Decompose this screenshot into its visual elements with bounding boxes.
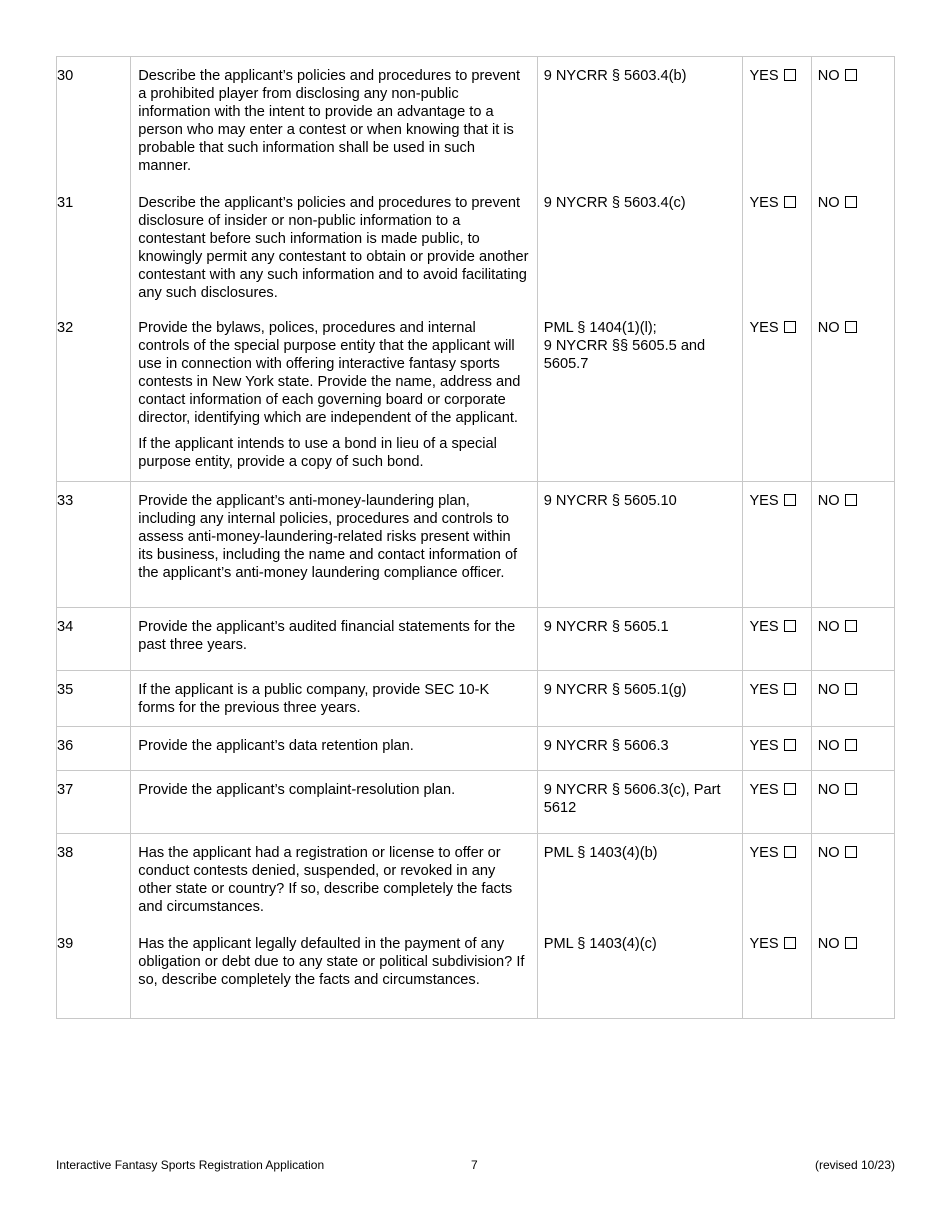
regulation-reference: 9 NYCRR § 5605.1 (543, 619, 669, 635)
item-description: Describe the applicant’s policies and procedures to prevent a prohibited player from disclosing any non-public information with the intent to provide an advantage to a person who may enter a contest or when knowing that it is probable that such information shall be used in such manner. (138, 68, 521, 174)
item-number: 33 (57, 493, 74, 509)
regulation-reference: 9 NYCRR § 5605.1(g) (543, 682, 687, 698)
no-checkbox[interactable] (845, 69, 857, 81)
no-checkbox[interactable] (845, 783, 857, 795)
yes-label: YES (749, 845, 779, 861)
table-row (57, 482, 895, 608)
table-cell-yes (743, 608, 811, 671)
item-number: 31 (57, 195, 74, 211)
no-label: NO (817, 845, 840, 861)
no-checkbox[interactable] (845, 321, 857, 333)
table-row (57, 57, 895, 482)
table-cell-num (57, 727, 131, 771)
table-cell-no (811, 671, 894, 727)
item-number: 37 (57, 782, 74, 798)
regulation-reference: PML § 1403(4)(c) (543, 936, 657, 952)
table-cell-ref (537, 57, 743, 482)
table-cell-yes (743, 834, 811, 1019)
yes-checkbox[interactable] (784, 783, 796, 795)
table-cell-desc (131, 608, 537, 671)
no-label: NO (817, 493, 840, 509)
table-cell-yes (743, 727, 811, 771)
table-cell-num (57, 671, 131, 727)
yes-checkbox[interactable] (784, 321, 796, 333)
regulation-reference: PML § 1404(1)(l); 9 NYCRR §§ 5605.5 and 5605.7 (543, 320, 706, 372)
regulation-reference: 9 NYCRR § 5603.4(b) (543, 68, 687, 84)
table-row (57, 727, 895, 771)
yes-label: YES (749, 738, 779, 754)
item-description: Provide the applicant’s complaint-resolution plan. (138, 782, 456, 798)
table-cell-num (57, 834, 131, 1019)
yes-label: YES (749, 493, 779, 509)
table-row (57, 671, 895, 727)
table-cell-yes (743, 771, 811, 834)
table-cell-num (57, 608, 131, 671)
table-cell-ref (537, 834, 743, 1019)
yes-checkbox[interactable] (784, 494, 796, 506)
table-cell-no (811, 771, 894, 834)
item-number: 39 (57, 936, 74, 952)
no-label: NO (817, 320, 840, 336)
table-cell-yes (743, 482, 811, 608)
yes-checkbox[interactable] (784, 69, 796, 81)
no-checkbox[interactable] (845, 846, 857, 858)
table-cell-desc (131, 57, 537, 482)
item-number: 34 (57, 619, 74, 635)
table-cell-ref (537, 771, 743, 834)
table-cell-ref (537, 608, 743, 671)
no-label: NO (817, 619, 840, 635)
no-label: NO (817, 68, 840, 84)
table-cell-ref (537, 671, 743, 727)
table-cell-desc (131, 671, 537, 727)
table-cell-no (811, 608, 894, 671)
regulation-reference: 9 NYCRR § 5606.3(c), Part 5612 (543, 782, 721, 816)
no-label: NO (817, 738, 840, 754)
item-description: Provide the applicant’s audited financial statements for the past three years. (138, 619, 516, 653)
yes-checkbox[interactable] (784, 620, 796, 632)
item-number: 32 (57, 320, 74, 336)
no-checkbox[interactable] (845, 196, 857, 208)
yes-label: YES (749, 682, 779, 698)
no-checkbox[interactable] (845, 937, 857, 949)
table-row (57, 771, 895, 834)
no-checkbox[interactable] (845, 739, 857, 751)
regulation-reference: 9 NYCRR § 5605.10 (543, 493, 677, 509)
yes-checkbox[interactable] (784, 196, 796, 208)
yes-label: YES (749, 936, 779, 952)
yes-label: YES (749, 195, 779, 211)
requirements-table (56, 56, 895, 1019)
table-cell-desc (131, 834, 537, 1019)
item-description: Provide the applicant’s anti-money-laundering plan, including any internal policies, procedures and controls to assess anti-money-laundering-related risks present within its business, including the name and contact information of the applicant’s anti-money laundering compliance officer. (138, 493, 518, 581)
yes-checkbox[interactable] (784, 846, 796, 858)
yes-checkbox[interactable] (784, 937, 796, 949)
item-description: Provide the applicant’s data retention plan. (138, 738, 414, 754)
yes-checkbox[interactable] (784, 739, 796, 751)
yes-label: YES (749, 68, 779, 84)
table-cell-yes (743, 57, 811, 482)
item-number: 35 (57, 682, 74, 698)
item-number: 36 (57, 738, 74, 754)
item-description: If the applicant intends to use a bond in lieu of a special purpose entity, provide a copy of such bond. (138, 436, 497, 471)
table-cell-no (811, 57, 894, 482)
table-row (57, 608, 895, 671)
table-cell-ref (537, 727, 743, 771)
item-number: 38 (57, 845, 74, 861)
table-cell-num (57, 482, 131, 608)
yes-checkbox[interactable] (784, 683, 796, 695)
table-cell-desc (131, 482, 537, 608)
no-label: NO (817, 682, 840, 698)
regulation-reference: 9 NYCRR § 5606.3 (543, 738, 669, 754)
item-description: Provide the bylaws, polices, procedures and internal controls of the special purpose entity that the applicant will use in connection with offering interactive fantasy sports contests in New York state. Provide the name, address and contact information of each governing board or corporate director, identifying which are independent of the applicant. (138, 320, 521, 426)
no-label: NO (817, 195, 840, 211)
item-description: Has the applicant had a registration or license to offer or conduct contests denied, suspended, or revoked in any other state or country? If so, describe completely the facts and circumstances. (138, 845, 513, 915)
regulation-reference: 9 NYCRR § 5603.4(c) (543, 195, 686, 211)
no-checkbox[interactable] (845, 620, 857, 632)
footer-revision: (revised 10/23) (814, 1158, 895, 1172)
table-row (57, 834, 895, 1019)
no-checkbox[interactable] (845, 494, 857, 506)
footer-document-title: Interactive Fantasy Sports Registration Application (56, 1158, 325, 1172)
no-label: NO (817, 782, 840, 798)
item-number: 30 (57, 68, 74, 84)
no-checkbox[interactable] (845, 683, 857, 695)
table-cell-desc (131, 727, 537, 771)
page-footer (56, 1158, 895, 1174)
footer-page-number: 7 (471, 1158, 478, 1172)
item-description: Has the applicant legally defaulted in the payment of any obligation or debt due to any state or political subdivision? If so, describe completely the facts and circumstances. (138, 936, 525, 988)
table-cell-no (811, 727, 894, 771)
table-cell-no (811, 834, 894, 1019)
regulation-reference: PML § 1403(4)(b) (543, 845, 658, 861)
table-cell-desc (131, 771, 537, 834)
yes-label: YES (749, 782, 779, 798)
no-label: NO (817, 936, 840, 952)
yes-label: YES (749, 619, 779, 635)
table-cell-num (57, 771, 131, 834)
table-cell-num (57, 57, 131, 482)
table-cell-ref (537, 482, 743, 608)
yes-label: YES (749, 320, 779, 336)
item-description: If the applicant is a public company, provide SEC 10-K forms for the previous three years. (138, 682, 490, 716)
table-cell-yes (743, 671, 811, 727)
table-cell-no (811, 482, 894, 608)
item-description: Describe the applicant’s policies and procedures to prevent disclosure of insider or non-public information to a contestant before such information is made public, to knowingly permit any contestant to obtain or provide another contestant with any such information and to avoid facilitating any such disclosures. (138, 195, 529, 301)
